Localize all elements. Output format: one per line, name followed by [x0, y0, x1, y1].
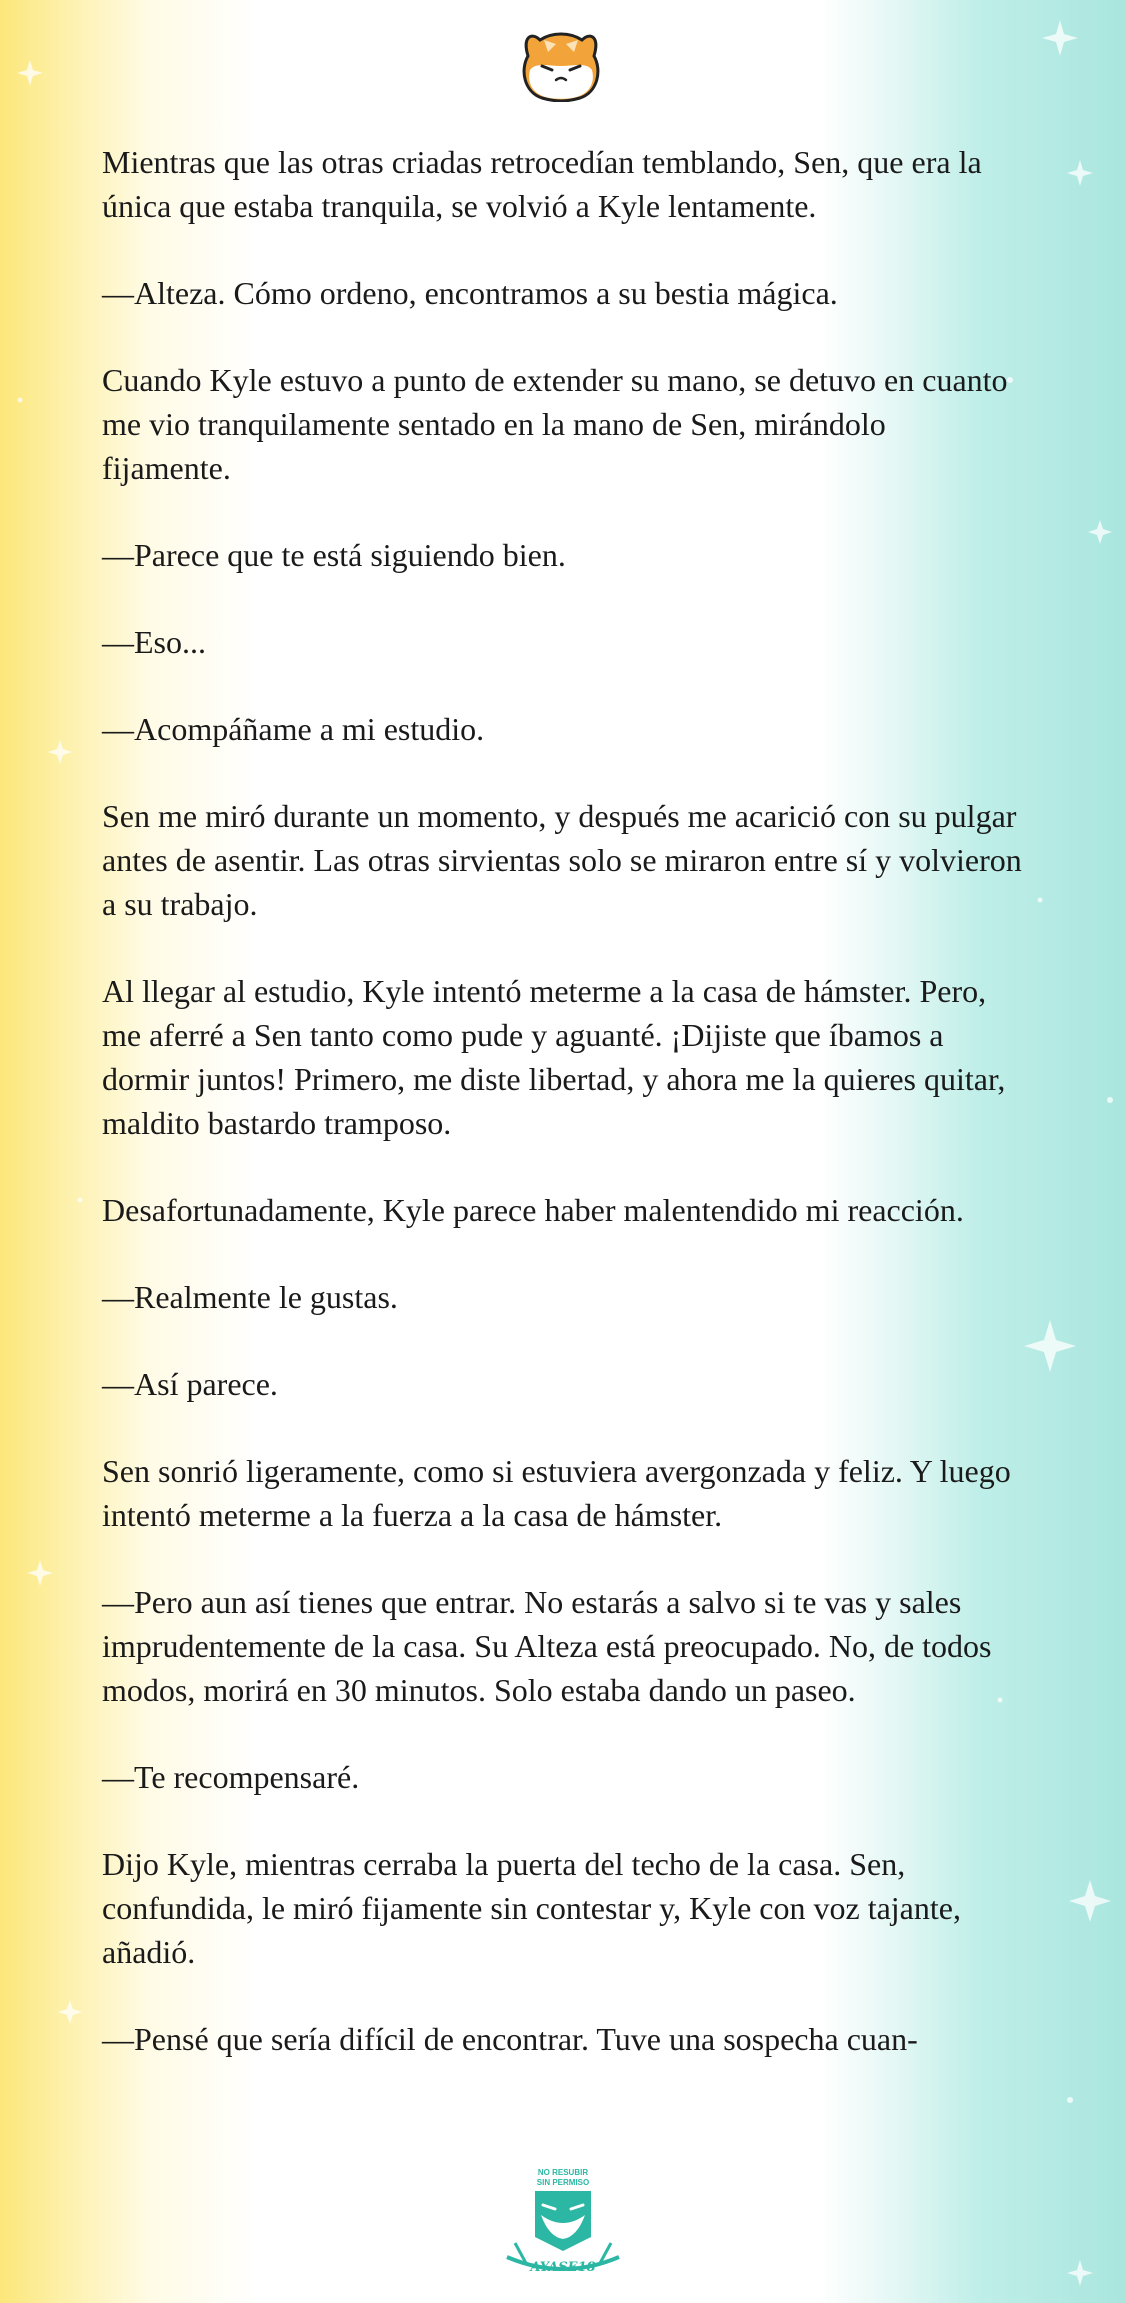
paragraph: —Así parece. [102, 1366, 278, 1402]
paragraph: —Parece que te está siguiendo bien. [102, 537, 566, 573]
hamster-face-icon [518, 26, 604, 102]
paragraph: —Eso... [102, 624, 206, 660]
paragraph: —Pensé que sería difícil de encontrar. Tuve una sospecha cuan- [102, 2021, 918, 2057]
paragraph: Sen me miró durante un momento, y después me acarició con su pulgar antes de asentir. Las otras sirvientas solo se miraron entre sí y volvieron a su trabajo. [102, 798, 1022, 922]
paragraph: Al llegar al estudio, Kyle intentó meterme a la casa de hámster. Pero, me aferré a Sen tanto como pude y aguanté. ¡Dijiste que íbamos a dormir juntos! Primero, me diste libertad, y ahora me la quieres quitar, maldito bastardo tramposo. [102, 973, 1006, 1141]
paragraph: Cuando Kyle estuvo a punto de extender su mano, se detuvo en cuanto me vio tranquilamente sentado en la mano de Sen, mirándolo fijamente. [102, 362, 1008, 486]
paragraph: Dijo Kyle, mientras cerraba la puerta del techo de la casa. Sen, confundida, le miró fijamente sin contestar y, Kyle con voz tajante, añadió. [102, 1846, 961, 1970]
paragraph: —Te recompensaré. [102, 1759, 360, 1795]
paragraph: Mientras que las otras criadas retrocedían temblando, Sen, que era la única que estaba tranquila, se volvió a Kyle lentamente. [102, 144, 982, 224]
paragraph: —Alteza. Cómo ordeno, encontramos a su bestia mágica. [102, 275, 838, 311]
paragraph: —Realmente le gustas. [102, 1279, 398, 1315]
paragraph: —Acompáñame a mi estudio. [102, 711, 485, 747]
ayase-logo [493, 2165, 633, 2287]
logo-name: AYASE18 [530, 2260, 596, 2275]
paragraph: Sen sonrió ligeramente, como si estuviera avergonzada y feliz. Y luego intentó meterme a la fuerza a la casa de hámster. [102, 1453, 1011, 1533]
logo-top-text-1: NO RESUBIR [537, 2168, 589, 2177]
logo-top-text-2: SIN PERMISO [536, 2178, 590, 2187]
paragraph: —Pero aun así tienes que entrar. No estarás a salvo si te vas y sales imprudentemente de la casa. Su Alteza está preocupado. No, de todos modos, morirá en 30 minutos. Solo estaba dando un paseo. [102, 1584, 992, 1708]
paragraph: Desafortunadamente, Kyle parece haber malentendido mi reacción. [102, 1192, 964, 1228]
story-text [102, 140, 1022, 2104]
